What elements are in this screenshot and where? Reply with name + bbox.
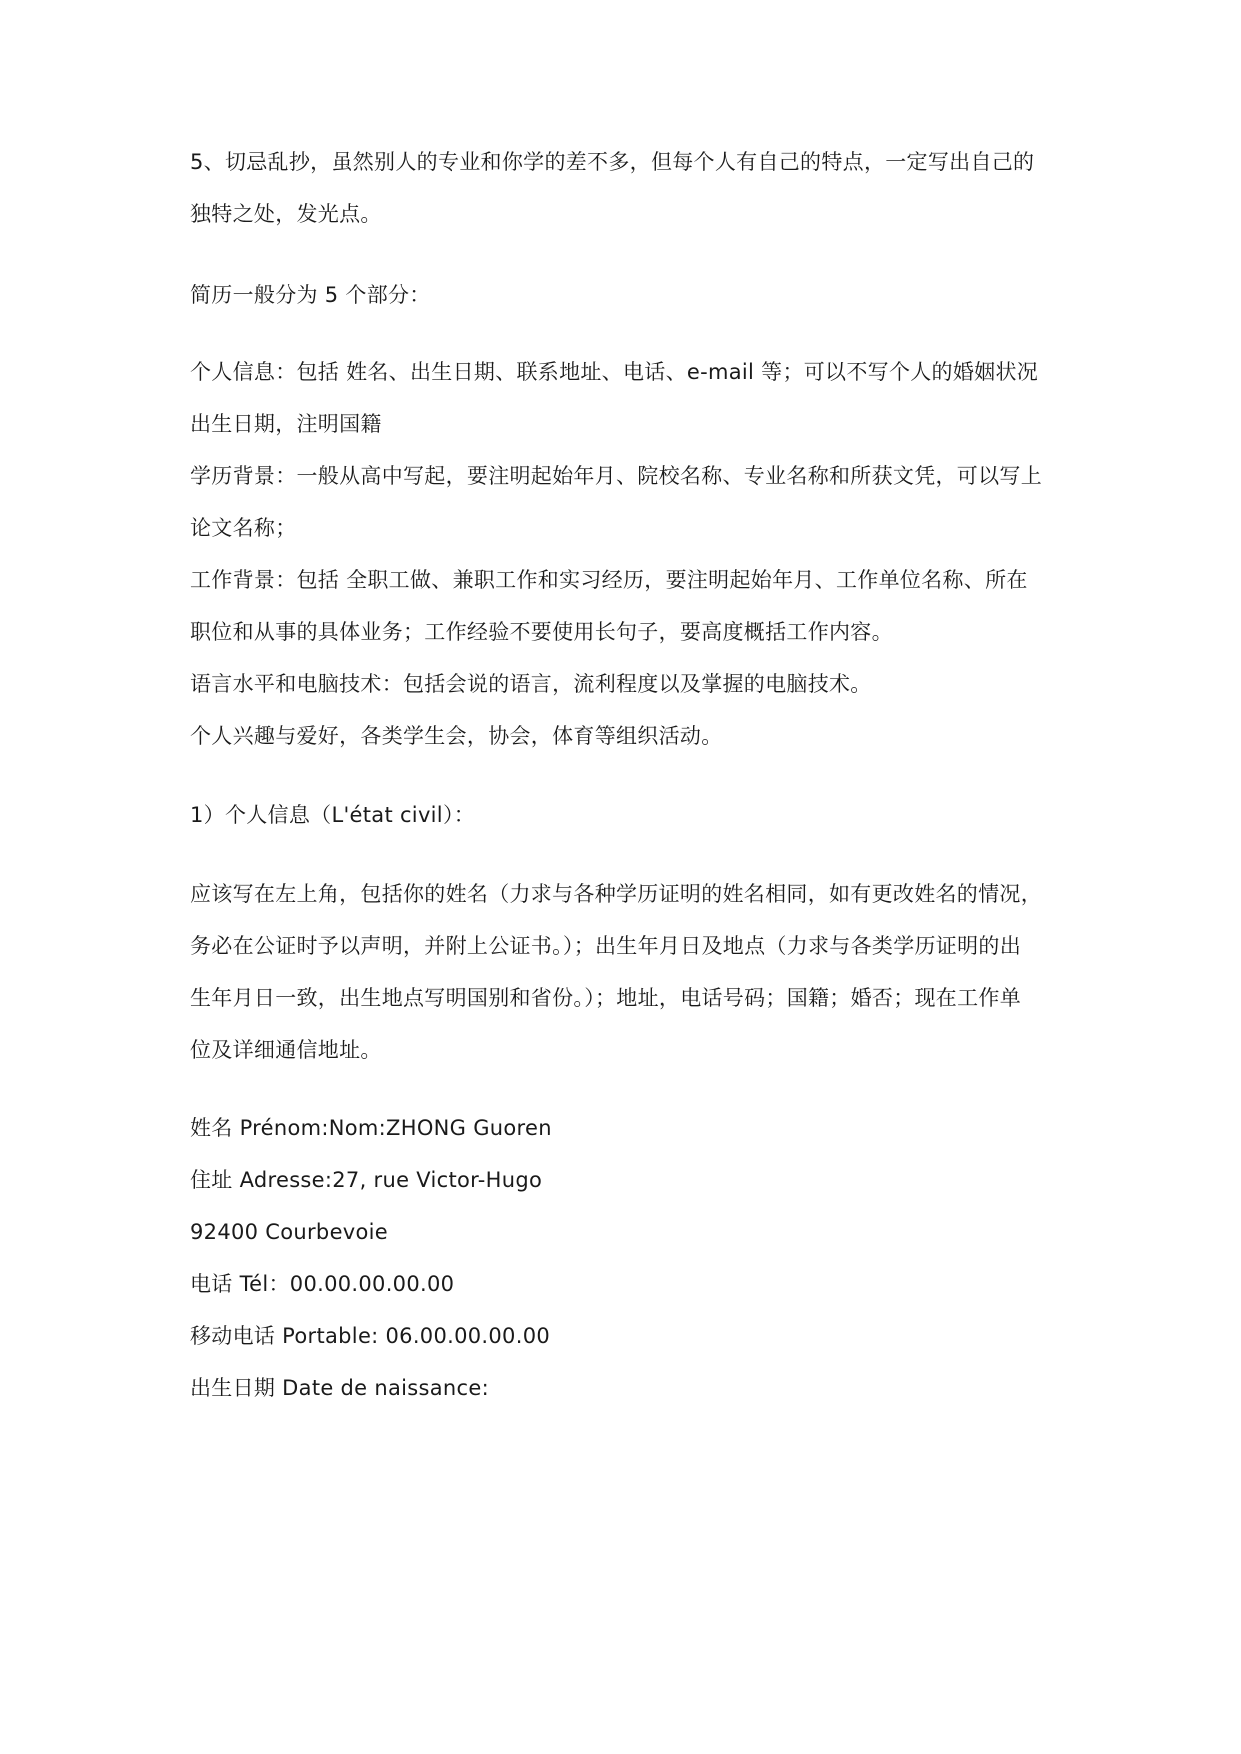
text-line: 简历一般分为 5 个部分： [190, 283, 431, 307]
info-birth-date: 出生日期 Date de naissance: [190, 1376, 489, 1400]
text-line: 个人兴趣与爱好，各类学生会，协会，体育等组织活动。 [190, 724, 723, 748]
text-line: 论文名称； [190, 516, 297, 540]
text-line: 5、切忌乱抄，虽然别人的专业和你学的差不多，但每个人有自己的特点，一定写出自己的 [190, 150, 1035, 174]
info-mobile: 移动电话 Portable: 06.00.00.00.00 [190, 1324, 551, 1348]
text-line: 出生日期，注明国籍 [190, 412, 382, 436]
text-line: 独特之处，发光点。 [190, 202, 382, 226]
text-line: 学历背景：一般从高中写起，要注明起始年月、院校名称、专业名称和所获文凭，可以写上 [190, 464, 1042, 488]
text-line: 生年月日一致，出生地点写明国别和省份。）；地址，电话号码；国籍；婚否；现在工作单 [190, 986, 1021, 1010]
text-line: 位及详细通信地址。 [190, 1038, 382, 1062]
text-line: 个人信息：包括 姓名、出生日期、联系地址、电话、e-mail 等；可以不写个人的婚姻状况 [190, 360, 1039, 384]
info-address: 住址 Adresse:27, rue Victor-Hugo [190, 1168, 543, 1192]
info-name: 姓名 Prénom:Nom:ZHONG Guoren [190, 1116, 552, 1140]
info-postcode-city: 92400 Courbevoie [190, 1220, 389, 1244]
info-phone: 电话 Tél：00.00.00.00.00 [190, 1272, 455, 1296]
text-line: 工作背景：包括 全职工做、兼职工作和实习经历，要注明起始年月、工作单位名称、所在 [190, 568, 1028, 592]
text-line: 职位和从事的具体业务；工作经验不要使用长句子，要高度概括工作内容。 [190, 620, 893, 644]
text-line: 语言水平和电脑技术：包括会说的语言，流利程度以及掌握的电脑技术。 [190, 672, 872, 696]
text-line: 应该写在左上角，包括你的姓名（力求与各种学历证明的姓名相同，如有更改姓名的情况， [190, 882, 1042, 906]
text-line: 务必在公证时予以声明，并附上公证书。）；出生年月日及地点（力求与各类学历证明的出 [190, 934, 1021, 958]
section-heading: 1）个人信息（L'état civil）： [190, 803, 476, 827]
